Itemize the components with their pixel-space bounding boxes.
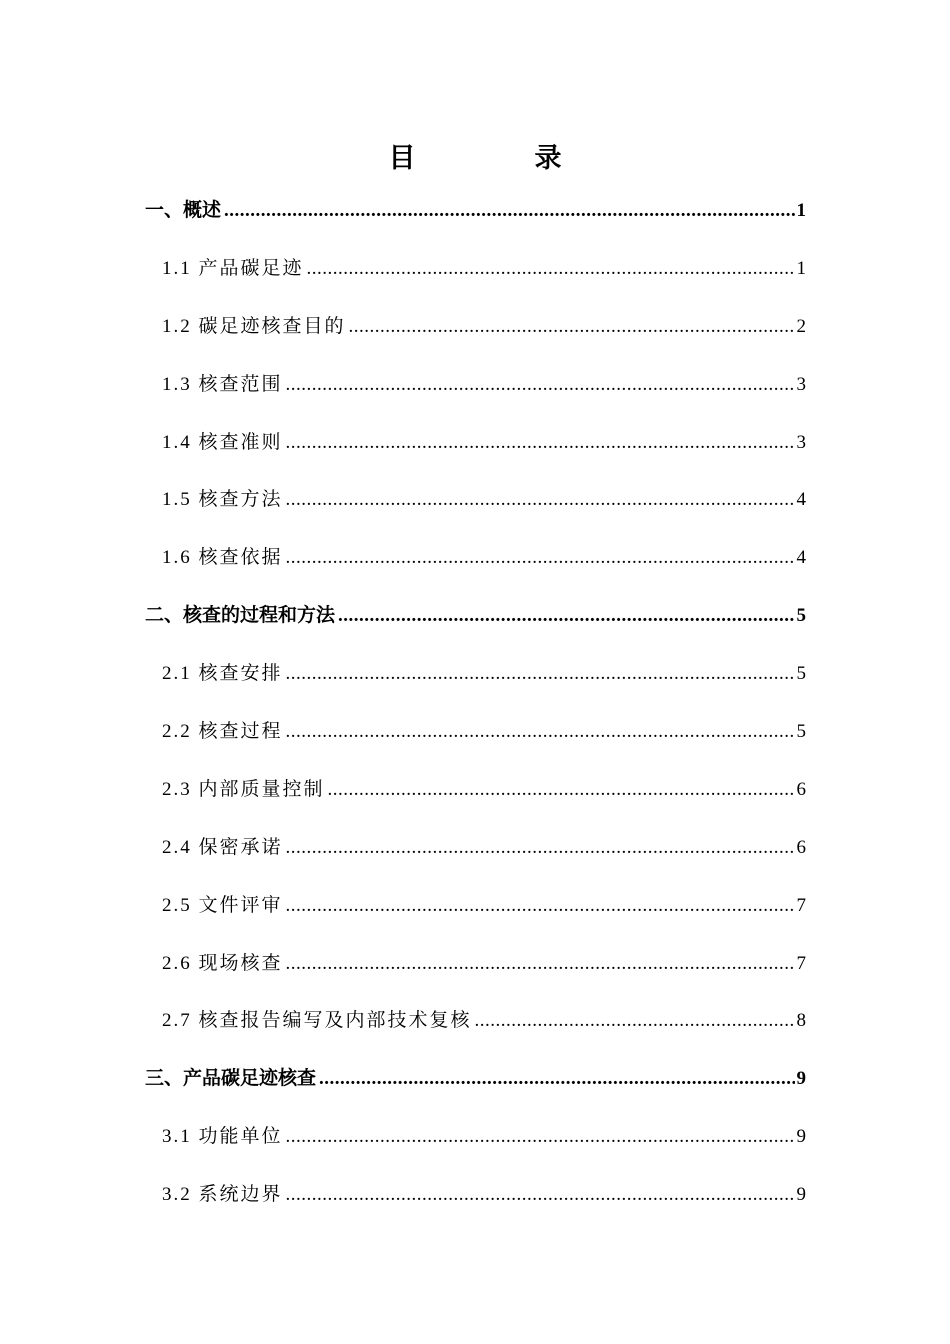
- toc-leader-dots: [286, 414, 795, 472]
- toc-entry-text: 2.2 核查过程: [162, 721, 283, 743]
- toc-leader-dots: [475, 992, 795, 1050]
- toc-entry-text: 一、概述: [145, 200, 222, 221]
- toc-page-number: 2: [796, 315, 806, 337]
- toc-entry[interactable]: [145, 645, 806, 703]
- toc-entry[interactable]: [145, 935, 806, 993]
- toc-leader-dots: [286, 645, 795, 703]
- toc-entry[interactable]: [145, 529, 806, 587]
- toc-entry-text: 1.3 核查范围: [162, 373, 283, 395]
- toc-entry[interactable]: [145, 298, 806, 356]
- toc-entry[interactable]: [145, 877, 806, 935]
- toc-page-number: 6: [796, 778, 806, 800]
- toc-entry[interactable]: [145, 414, 806, 472]
- toc-page-number: 3: [796, 373, 806, 395]
- toc-entry-text: 1.4 核查准则: [162, 431, 283, 453]
- toc-entry[interactable]: [145, 240, 806, 298]
- toc-leader-dots: [286, 471, 795, 529]
- toc-leader-dots: [286, 703, 795, 761]
- toc-entry-text: 2.1 核查安排: [162, 663, 283, 685]
- toc-entry[interactable]: [145, 703, 806, 761]
- toc-entry-text: 2.6 现场核查: [162, 952, 283, 974]
- toc-entry[interactable]: [145, 1108, 806, 1166]
- toc-entry[interactable]: [145, 587, 806, 645]
- toc-leader-dots: [224, 182, 794, 240]
- toc-entry[interactable]: [145, 1166, 806, 1224]
- toc-entry-text: 1.6 核查依据: [162, 547, 283, 569]
- toc-page-number: 5: [796, 663, 806, 685]
- toc-entry-text: 1.1 产品碳足迹: [162, 257, 304, 279]
- toc-leader-dots: [286, 935, 795, 993]
- toc-page-number: 1: [796, 257, 806, 279]
- toc-page-number: 5: [796, 721, 806, 743]
- toc-leader-dots: [286, 356, 795, 414]
- toc-page-number: 9: [796, 1184, 806, 1206]
- toc-leader-dots: [349, 298, 795, 356]
- toc-entry-text: 2.7 核查报告编写及内部技术复核: [162, 1010, 472, 1032]
- toc-page-number: 9: [796, 1068, 806, 1090]
- toc-page-number: 7: [796, 894, 806, 916]
- toc-entry[interactable]: [145, 356, 806, 414]
- toc-entry[interactable]: [145, 761, 806, 819]
- toc-entry-text: 1.5 核查方法: [162, 489, 283, 511]
- toc-page-number: 8: [796, 1010, 806, 1032]
- toc-entry-text: 三、产品碳足迹核查: [145, 1068, 317, 1090]
- toc-entry[interactable]: [145, 992, 806, 1050]
- toc-leader-dots: [338, 587, 794, 645]
- toc-page-number: 6: [796, 836, 806, 858]
- toc-entry-text: 2.4 保密承诺: [162, 836, 283, 858]
- toc-entry[interactable]: [145, 471, 806, 529]
- toc-entry-text: 3.2 系统边界: [162, 1184, 283, 1206]
- toc-page-number: 4: [796, 489, 806, 511]
- toc-page-number: 5: [796, 605, 806, 627]
- toc-entry[interactable]: [145, 1050, 806, 1108]
- toc-entry-text: 3.1 功能单位: [162, 1126, 283, 1148]
- toc-title: 目 录: [388, 143, 608, 173]
- toc-entry[interactable]: [145, 819, 806, 877]
- toc-leader-dots: [328, 761, 795, 819]
- toc-entry-text: 2.3 内部质量控制: [162, 778, 325, 800]
- toc-leader-dots: [286, 1108, 795, 1166]
- toc-page-number: 4: [796, 547, 806, 569]
- toc-leader-dots: [286, 877, 795, 935]
- toc-leader-dots: [286, 1166, 795, 1224]
- toc-leader-dots: [286, 819, 795, 877]
- toc-entry-text: 二、核查的过程和方法: [145, 605, 336, 627]
- toc-leader-dots: [286, 529, 795, 587]
- toc-entry-text: 2.5 文件评审: [162, 894, 283, 916]
- toc-list: [145, 182, 806, 1224]
- toc-entry-text: 1.2 碳足迹核查目的: [162, 315, 346, 337]
- toc-page-number: 9: [796, 1126, 806, 1148]
- toc-leader-dots: [307, 240, 795, 298]
- toc-page-number: 7: [796, 952, 806, 974]
- toc-page-number: 3: [796, 431, 806, 453]
- toc-leader-dots: [319, 1050, 794, 1108]
- toc-page-number: 1: [796, 200, 806, 221]
- toc-entry[interactable]: [145, 182, 806, 240]
